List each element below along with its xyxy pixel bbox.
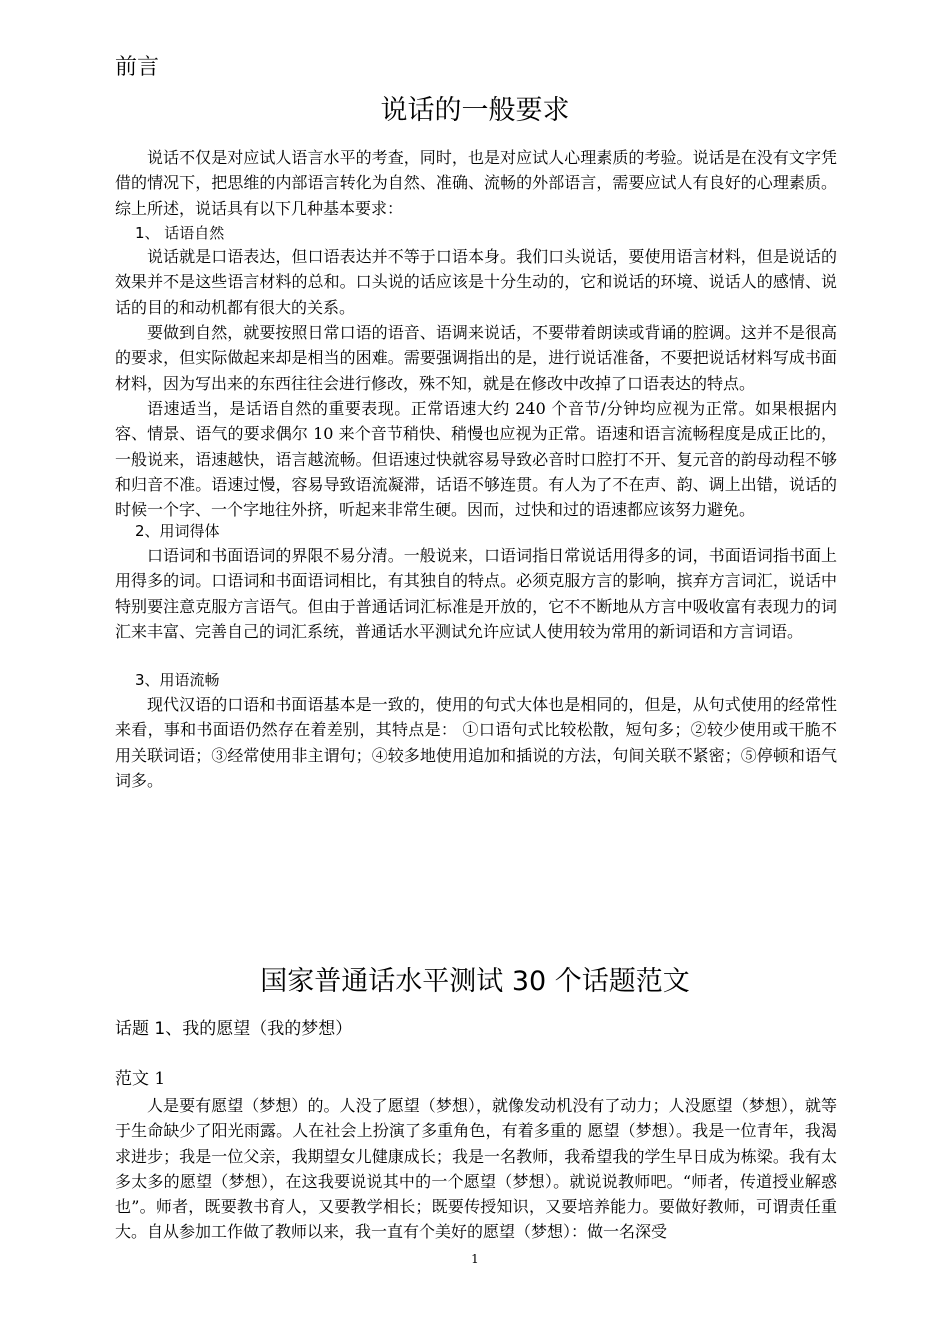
sample-paragraph: 人是要有愿望（梦想）的。人没了愿望（梦想），就像发动机没有了动力；人没愿望（梦想），就等于生命缺少了阳光雨露。人在社会上扮演了多重角色，有着多重的 愿望（梦想）。我是一位青年，我渴求进步；我是一位父亲，我期望女儿健康成长；我是一名教师，我希望我的学生早日成为栋梁。我有太多太多的愿望（梦想），在这我要说说其中的一个愿望（梦想）。就说说教师吧。“师者，传道授业解惑也”。师者，既要教书育人，又要教学相长；既要传授知识，又要培养能力。要做好教师，可谓责任重大。自从参加工作做了教师以来，我一直有个美好的愿望（梦想）：做一名深受 [115,1096,837,1242]
paragraph-2-1: 口语词和书面语词的界限不易分清。一般说来，口语词指日常说话用得多的词，书面语词指书面上用得多的词。口语词和书面语词相比，有其独自的特点。必须克服方言的影响，摈弃方言词汇，说话中特别要注意克服方言语气。但由于普通话词汇标准是开放的，它不不断地从方言中吸收富有表现力的词汇来丰富、完善自己的词汇系统，普通话水平测试允许应试人使用较为常用的新词语和方言词语。 [115,546,837,641]
intro-paragraph: 说话不仅是对应试人语言水平的考查，同时，也是对应试人心理素质的考验。说话是在没有文字凭借的情况下，把思维的内部语言转化为自然、准确、流畅的外部语言，需要应试人有良好的心理素质。综上所述，说话具有以下几种基本要求： [115,148,837,218]
page-number: 1 [471,1252,479,1266]
section-title: 说话的一般要求 [380,95,570,126]
paragraph-1-1: 说话就是口语表达，但口语表达并不等于口语本身。我们口头说话，要使用语言材料，但是说话的效果并不是这些语言材料的总和。口头说的话应该是十分生动的，它和说话的环境、说话人的感情、说话的目的和动机都有很大的关系。 [115,247,837,317]
main-title: 国家普通话水平测试 30 个话题范文 [260,966,690,997]
topic-heading: 话题 1、我的愿望（我的梦想） [115,1019,353,1039]
subheading-3: 3、用语流畅 [135,671,220,689]
subheading-2: 2、用词得体 [135,522,220,540]
subheading-1: 1、 话语自然 [135,224,225,242]
paragraph-1-2: 要做到自然，就要按照日常口语的语音、语调来说话，不要带着朗读或背诵的腔调。这并不是很高的要求，但实际做起来却是相当的困难。需要强调指出的是，进行说话准备，不要把说话材料写成书面材料，因为写出来的东西往往会进行修改，殊不知，就是在修改中改掉了口语表达的特点。 [115,323,837,393]
paragraph-3-1: 现代汉语的口语和书面语基本是一致的，使用的句式大体也是相同的，但是，从句式使用的经常性来看，事和书面语仍然存在着差别，其特点是： ①口语句式比较松散，短句多；②较少使用或干脆不用关联词语；③经常使用非主谓句；④较多地使用追加和插说的方法，句间关联不紧密；⑤停顿和语气词多。 [115,695,837,790]
paragraph-1-3: 语速适当，是话语自然的重要表现。正常语速大约 240 个音节/分钟均应视为正常。如果根据内容、情景、语气的要求偶尔 10 来个音节稍快、稍慢也应视为正常。语速和语言流畅程度是成正比的，一般说来，语速越快，语言越流畅。但语速过快就容易导致必音时口腔打不开、复元音的韵母动程不够和归音不准。语速过慢，容易导致语流凝滞，话语不够连贯。有人为了不在声、韵、调上出错，说话的时候一个字、一个字地往外挤，听起来非常生硬。因而，过快和过的语速都应该努力避免。 [115,399,837,520]
sample-label: 范文 1 [115,1069,166,1089]
preface-heading: 前言 [115,55,160,80]
